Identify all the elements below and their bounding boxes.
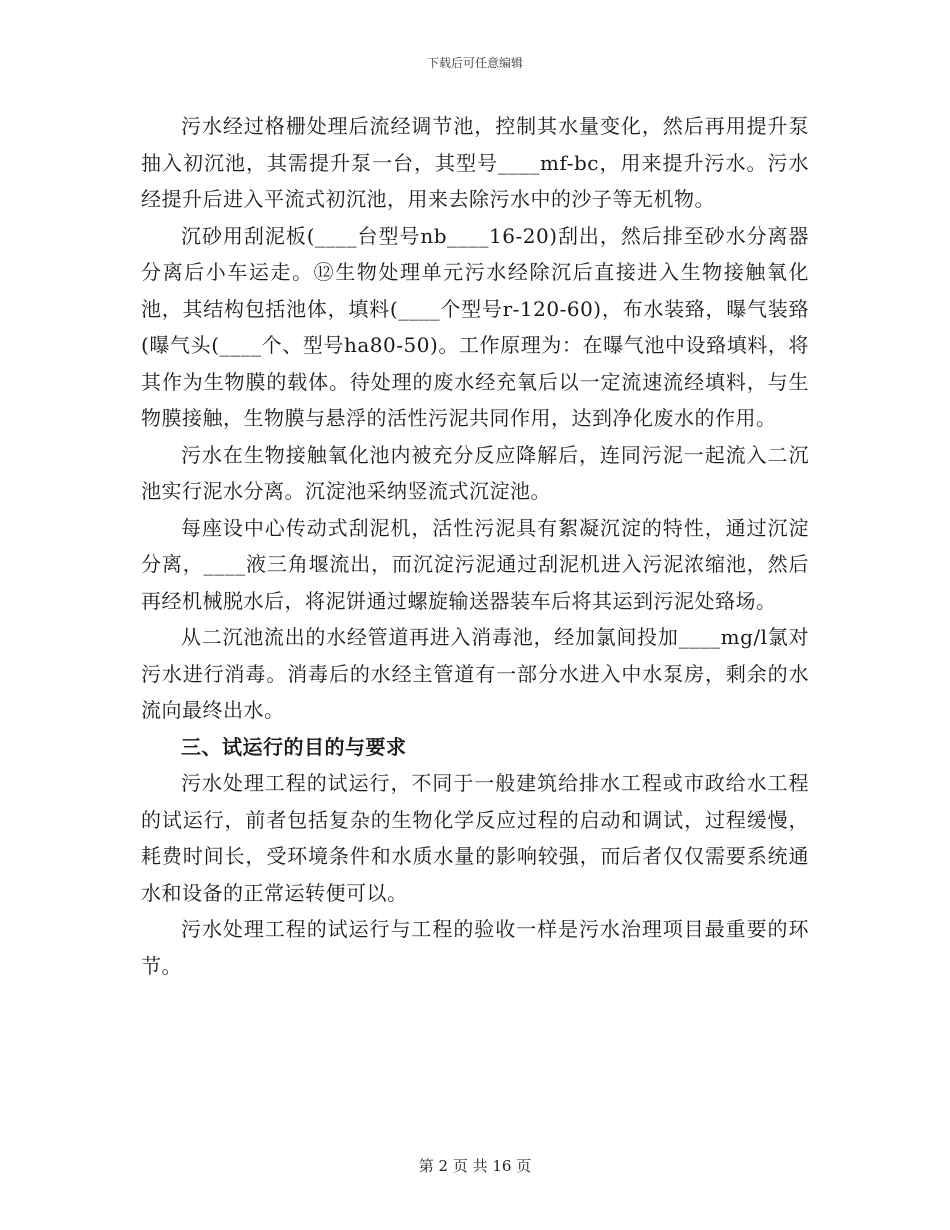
paragraph-trial-run-difference: 污水处理工程的试运行，不同于一般建筑给排水工程或市政给水工程的试运行，前者包括复杂的生物化学反应过程的启动和调试，过程缓慢，耗费时间长，受环境条件和水质水量的影响较强，而后者仅仅需要系统通水和设备的正常运转便可以。 bbox=[141, 771, 809, 905]
document-body bbox=[141, 108, 809, 984]
paragraph-disinfection: 从二沉池流出的水经管道再进入消毒池，经加氯间投加____mg/l氯对污水进行消毒。消毒后的水经主管道有一部分水进入中水泵房，剩余的水流向最终出水。 bbox=[141, 625, 809, 722]
paragraph-sand-removal-biological: 沉砂用刮泥板(____台型号nb____16-20)刮出，然后排至砂水分离器分离后小车运走。⑫生物处理单元污水经除沉后直接进入生物接触氧化池，其结构包括池体，填料(____个型号r-120-60)，布水装臵，曝气装臵(曝气头(____个、型号ha80-50)。工作原理为：在曝气池中设臵填料，将其作为生物膜的载体。待处理的废水经充氧后以一定流速流经填料，与生物膜接触，生物膜与悬浮的活性污泥共同作用，达到净化废水的作用。 bbox=[141, 223, 809, 430]
paragraph-trial-run-importance: 污水处理工程的试运行与工程的验收一样是污水治理项目最重要的环节。 bbox=[141, 917, 809, 978]
paragraph-secondary-sedimentation: 污水在生物接触氧化池内被充分反应降解后，连同污泥一起流入二沉池实行泥水分离。沉淀池采纳竖流式沉淀池。 bbox=[141, 442, 809, 503]
paragraph-sludge-scraper: 每座设中心传动式刮泥机，活性污泥具有絮凝沉淀的特性，通过沉淀分离，____液三角堰流出，而沉淀污泥通过刮泥机进入污泥浓缩池，然后再经机械脱水后，将泥饼通过螺旋输送器装车后将其运到污泥处臵场。 bbox=[141, 515, 809, 613]
page-header: 下载后可任意编辑 bbox=[426, 56, 523, 70]
paragraph-grating-pump: 污水经过格栅处理后流经调节池，控制其水量变化，然后再用提升泵抽入初沉池，其需提升泵一台，其型号____mf-bc，用来提升污水。污水经提升后进入平流式初沉池，用来去除污水中的沙子等无机物。 bbox=[141, 114, 809, 211]
page-number: 第 2 页 共 16 页 bbox=[418, 1157, 532, 1175]
section-heading: 三、试运行的目的与要求 bbox=[181, 734, 407, 759]
